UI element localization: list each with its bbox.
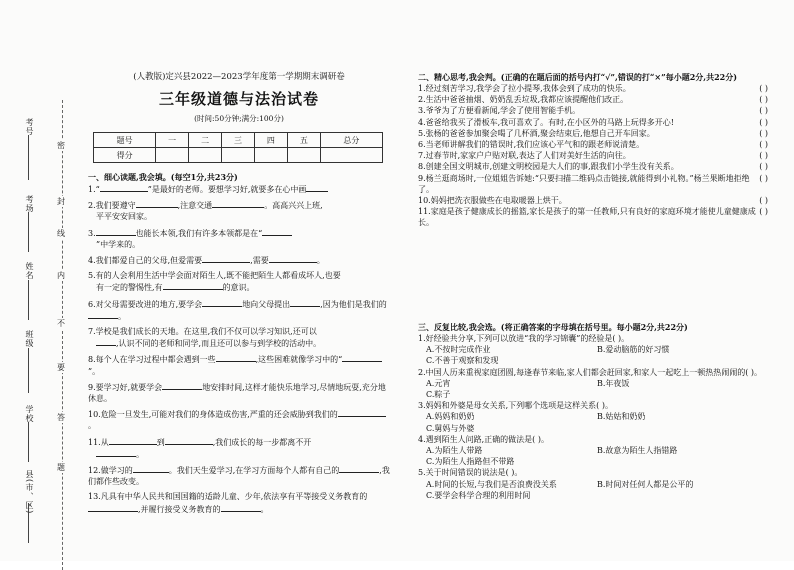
q-text: 。 <box>260 504 269 514</box>
question-12 <box>88 464 390 487</box>
choice-options <box>418 423 768 434</box>
binding-line <box>28 135 29 180</box>
q-text: ,认识不同的老师和同学,而且还可以参与到学校的活动中。 <box>116 339 322 349</box>
score-header-cell: 一 <box>156 133 189 148</box>
answer-blank[interactable] <box>96 448 136 457</box>
answer-blank[interactable] <box>290 298 320 307</box>
question-13 <box>88 491 390 514</box>
judge-item <box>418 161 768 172</box>
judge-item <box>418 128 768 139</box>
answer-blank[interactable] <box>88 310 118 319</box>
q-text: 。 <box>88 421 96 431</box>
answer-paren[interactable]: ( ) <box>759 151 768 161</box>
choice-options <box>418 344 768 355</box>
q-text: 11.从 <box>88 437 109 447</box>
judge-item-text: 6.当老师讲解我们的错误时,我们应该心平气和的跟老师说清楚。 <box>418 140 645 150</box>
score-table-header-row <box>94 133 383 148</box>
q-text: 1.“ <box>88 185 100 194</box>
q-text: 地安排时间,这样才能快乐地学习,尽情地玩耍,充分地休息。 <box>88 382 386 404</box>
binding-label-class: 班级 <box>25 330 34 348</box>
question-3 <box>88 227 390 250</box>
q-text: 有一定的警惕性,有 <box>96 283 163 293</box>
answer-blank[interactable] <box>306 183 328 192</box>
answer-blank[interactable] <box>338 408 386 417</box>
q-text: 。 <box>136 449 144 459</box>
binding-line <box>28 348 29 393</box>
q-text: ”是最好的老师。要想学习好,就要多在心中画 <box>147 185 307 194</box>
score-table <box>93 132 383 163</box>
section3-heading: 三、反复比较,我会选。(将正确答案的字母填在括号里。每小题2分,共22分) <box>418 322 688 332</box>
q-text: ,需要 <box>250 256 269 266</box>
judge-item <box>418 150 768 161</box>
score-header-cell: 题号 <box>94 133 156 148</box>
q-text: 12.做学习的 <box>88 466 133 476</box>
binding-label-name: 姓名 <box>25 262 34 280</box>
score-header-cell: 五 <box>287 133 320 148</box>
score-input-cell[interactable] <box>320 148 382 163</box>
answer-paren[interactable]: ( ) <box>759 95 768 105</box>
judge-item <box>418 105 768 116</box>
answer-blank[interactable] <box>109 436 157 445</box>
answer-paren[interactable]: ( ) <box>759 162 768 172</box>
choice-option[interactable]: C.舅妈与外婆 <box>426 423 475 433</box>
q-text: 2.我们要遵守 <box>88 201 136 211</box>
answer-blank[interactable] <box>162 381 202 390</box>
choice-option[interactable]: B.时间对任何人都是公平的 <box>597 479 694 489</box>
q-text: 地向父母提出 <box>242 299 291 309</box>
answer-blank[interactable] <box>163 281 223 290</box>
exam-subtitle: (时间:50分钟;满分:100分) <box>194 114 284 123</box>
seal-cut-line <box>62 100 63 570</box>
q-text: ,我们成长的每一步都离不开 <box>212 437 312 447</box>
answer-blank[interactable] <box>133 464 169 473</box>
q-text: 3. <box>88 228 96 238</box>
question-7 <box>88 326 390 349</box>
answer-paren[interactable]: ( ) <box>759 207 768 217</box>
q-text: 。 <box>118 311 126 321</box>
judge-item <box>418 117 768 128</box>
section1 <box>88 172 390 515</box>
answer-blank[interactable] <box>165 436 213 445</box>
judge-item-text: 9.杨兰逛商场时,一位姐姐告诉她:“只要扫描二维码点击链接,就能得到小礼物。”杨兰果断地拒绝了。 <box>418 173 750 194</box>
choice-option[interactable]: A.妈妈和奶奶 <box>426 412 475 422</box>
choice-option[interactable]: C.为陌生人指路但不带路 <box>426 457 515 467</box>
judge-item-text: 8.创建全国文明城市,创建文明校园是大人们的事,跟我们小学生没有关系。 <box>418 162 679 172</box>
choice-question: 5.关于时间错误的说法是( )。 <box>418 468 523 478</box>
answer-paren[interactable]: ( ) <box>759 117 768 127</box>
choice-option[interactable]: A.不按时完成作业 <box>426 345 491 355</box>
section3 <box>418 322 768 501</box>
question-2 <box>88 199 390 222</box>
binding-label-school: 学校 <box>25 405 34 423</box>
answer-blank[interactable] <box>96 227 136 236</box>
q-text: 8.每个人在学习过程中都会遇到一些 <box>88 355 216 365</box>
q-text: 13.凡具有中华人民共和国国籍的适龄儿童、少年,依法享有平等接受义务教育的 <box>88 492 368 502</box>
judge-item-text: 3.爷爷为了方便看新闻,学会了使用智能手机。 <box>418 106 581 116</box>
answer-blank[interactable] <box>262 227 292 236</box>
question-11 <box>88 436 390 460</box>
score-header-cell: 二 <box>189 133 222 148</box>
answer-blank[interactable] <box>212 199 264 208</box>
q-text: ,注意交通 <box>177 201 213 211</box>
q-text: 。高高兴兴上班, <box>264 201 323 211</box>
section1-heading: 一、细心读题,我会填。(每空1分,共23分) <box>88 172 238 182</box>
score-input-cell[interactable] <box>156 148 189 163</box>
judge-item-text: 11.家庭是孩子健康成长的摇篮,家长是孩子的第一任教师,只有良好的家庭环境才能使儿童健康成长。 <box>418 207 756 228</box>
choice-question: 3.妈妈和外婆是母女关系,下列哪个选项是这样关系( )。 <box>418 401 613 411</box>
binding-line <box>28 422 29 462</box>
choice-option[interactable]: B.姑姑和奶奶 <box>597 412 646 422</box>
choice-option[interactable]: A.时间的长短,与我们是否浪费没关系 <box>426 479 557 489</box>
q-text: 的意识。 <box>222 283 255 293</box>
q-text: 。我们天生爱学习,在学习方面每个人都有自己的 <box>168 466 340 476</box>
seal-char: 不 <box>57 319 65 328</box>
q-text: 10.危险一旦发生,可能对我们的身体造成伤害,严重的还会威胁到我们的 <box>88 410 338 420</box>
question-6 <box>88 298 390 322</box>
q-text: 9.要学习好,就要学会 <box>88 382 163 392</box>
section2 <box>418 72 768 229</box>
question-1 <box>88 183 390 195</box>
answer-blank[interactable] <box>269 254 317 263</box>
answer-blank[interactable] <box>342 353 382 362</box>
q-text: ,这些困难就像学习中的“ <box>255 355 343 365</box>
judge-item <box>418 94 768 105</box>
judge-item-text: 2.生活中爸爸抽烟、奶奶乱丢垃圾,我都应该提醒他们改正。 <box>418 95 629 105</box>
choice-option[interactable]: A.为陌生人带路 <box>426 446 483 456</box>
section2-list <box>418 83 768 229</box>
q-text: 7.学校是我们成长的天地。在这里,我们不仅可以学习知识,还可以 <box>88 327 317 337</box>
binding-line <box>28 503 29 543</box>
q-text: 4.我们都爱自己的父母,但爱需要 <box>88 256 203 266</box>
choice-question: 1.好经验共分享,下列可以放进“我的学习锦囊”的经验是( )。 <box>418 334 630 343</box>
choice-option[interactable]: A.元宵 <box>426 378 451 388</box>
seal-char: 答 <box>57 413 65 422</box>
seal-char: 线 <box>57 229 65 238</box>
q-text: ,并履行接受义务教育的 <box>138 504 221 514</box>
binding-label-exam-number: 考号 <box>25 118 34 136</box>
q-text: ”。 <box>88 366 101 376</box>
score-header-cell: 三 <box>222 133 255 148</box>
judge-item-text: 4.爸爸给我买了滑板车,我可喜欢了。有时,在小区外的马路上玩得多开心! <box>418 117 674 127</box>
answer-blank[interactable] <box>100 183 148 192</box>
choice-question: 2.中国人历来重视家庭团圆,每逢春节来临,家人们都会赶回家,和家人一起吃上一顿热热闹闹的( )。 <box>418 367 763 377</box>
q-text: ,我们都作些改变。 <box>88 466 390 487</box>
seal-char: 题 <box>57 463 65 472</box>
choice-options <box>418 490 768 501</box>
binding-line <box>28 212 29 252</box>
answer-paren[interactable]: ( ) <box>759 84 768 93</box>
answer-blank[interactable] <box>88 503 138 512</box>
q-text: ,因为他们是我们的 <box>320 299 387 309</box>
choice-option[interactable]: B.年夜饭 <box>597 378 630 388</box>
binding-line <box>28 280 29 320</box>
judge-item-text: 10.妈妈把洗衣服做些在电取暖器上烘干。 <box>418 196 567 206</box>
answer-paren[interactable]: ( ) <box>759 140 768 150</box>
answer-blank[interactable] <box>136 199 178 208</box>
question-4 <box>88 254 390 266</box>
judge-item <box>418 173 768 195</box>
question-8 <box>88 353 390 376</box>
judge-item-text: 7.过春节时,家家户户贴对联,表达了人们对美好生活的向往。 <box>418 151 631 161</box>
judge-item <box>418 83 768 94</box>
seal-char: 内 <box>57 271 65 280</box>
answer-blank[interactable] <box>202 254 250 263</box>
q-text: 。 <box>316 256 325 266</box>
choice-option[interactable]: C.粽子 <box>426 390 451 400</box>
score-table-score-row <box>94 148 383 163</box>
answer-blank[interactable] <box>202 298 242 307</box>
choice-option[interactable]: B.爱动脑筋的好习惯 <box>597 345 670 355</box>
score-label-cell: 得分 <box>94 148 156 163</box>
choice-options <box>418 456 768 467</box>
judge-item-text: 5.张杨的爸爸参加聚会喝了几杯酒,聚会结束后,他想自己开车回家。 <box>418 128 655 138</box>
choice-options <box>418 411 768 422</box>
answer-blank[interactable] <box>339 464 379 473</box>
question-10 <box>88 408 390 431</box>
q-text: 到 <box>156 437 165 447</box>
answer-blank[interactable] <box>221 503 261 512</box>
score-input-cell[interactable] <box>287 148 320 163</box>
choice-option[interactable]: C.要学会科学合理的利用时间 <box>426 490 531 500</box>
answer-blank[interactable] <box>96 337 116 346</box>
judge-item <box>418 195 768 206</box>
score-input-cell[interactable] <box>254 148 287 163</box>
seal-char: 要 <box>57 363 65 372</box>
choice-options <box>418 445 768 456</box>
choice-options <box>418 378 768 389</box>
answer-blank[interactable] <box>216 353 256 362</box>
q-text: 也能长本领,我们有许多本领都是在“ <box>135 228 263 238</box>
judge-item <box>418 139 768 150</box>
seal-char: 密 <box>57 141 65 150</box>
binding-label-room: 考场 <box>25 195 34 213</box>
answer-paren[interactable]: ( ) <box>759 128 768 138</box>
question-9 <box>88 381 390 404</box>
choice-question: 4.遇到陌生人问路,正确的做法是( )。 <box>418 434 549 444</box>
exam-header: (人教版)定兴县2022—2023学年度第一学期期末调研卷 <box>133 72 345 82</box>
score-input-cell[interactable] <box>189 148 222 163</box>
score-header-cell: 四 <box>254 133 287 148</box>
q-text: 平平安安回家。 <box>96 212 152 222</box>
section3-list <box>418 333 768 501</box>
choice-options <box>418 389 768 400</box>
answer-paren[interactable]: ( ) <box>759 106 768 116</box>
seal-char: 封 <box>57 197 65 206</box>
judge-item <box>418 206 768 228</box>
q-text: 5.有的人会利用生活中学会面对陌生人,既不能把陌生人都看成坏人,也要 <box>88 271 341 281</box>
q-text: 6.对父母需要改进的地方,要学会 <box>88 299 203 309</box>
answer-paren[interactable]: ( ) <box>759 173 768 183</box>
choice-options <box>418 479 768 490</box>
score-header-cell: 总分 <box>320 133 382 148</box>
choice-option[interactable]: B.故意为陌生人指错路 <box>597 446 678 456</box>
q-text: ”中学来的。 <box>96 239 141 249</box>
judge-item-text: 1.经过刻苦学习,我学会了拉小提琴,我体会到了成功的快乐。 <box>418 84 631 93</box>
score-input-cell[interactable] <box>222 148 255 163</box>
section2-heading: 二、精心思考,我会判。(正确的在题后面的括号内打“√”,错误的打“×”每小题2分,共22分) <box>418 72 737 82</box>
exam-title: 三年级道德与法治试卷 <box>158 90 319 108</box>
question-5 <box>88 270 390 293</box>
answer-paren[interactable]: ( ) <box>759 196 768 206</box>
binding-label-county: 县(市、区) <box>25 470 34 515</box>
choice-option[interactable]: C.不善于观察和发现 <box>426 356 499 366</box>
choice-options <box>418 355 768 366</box>
